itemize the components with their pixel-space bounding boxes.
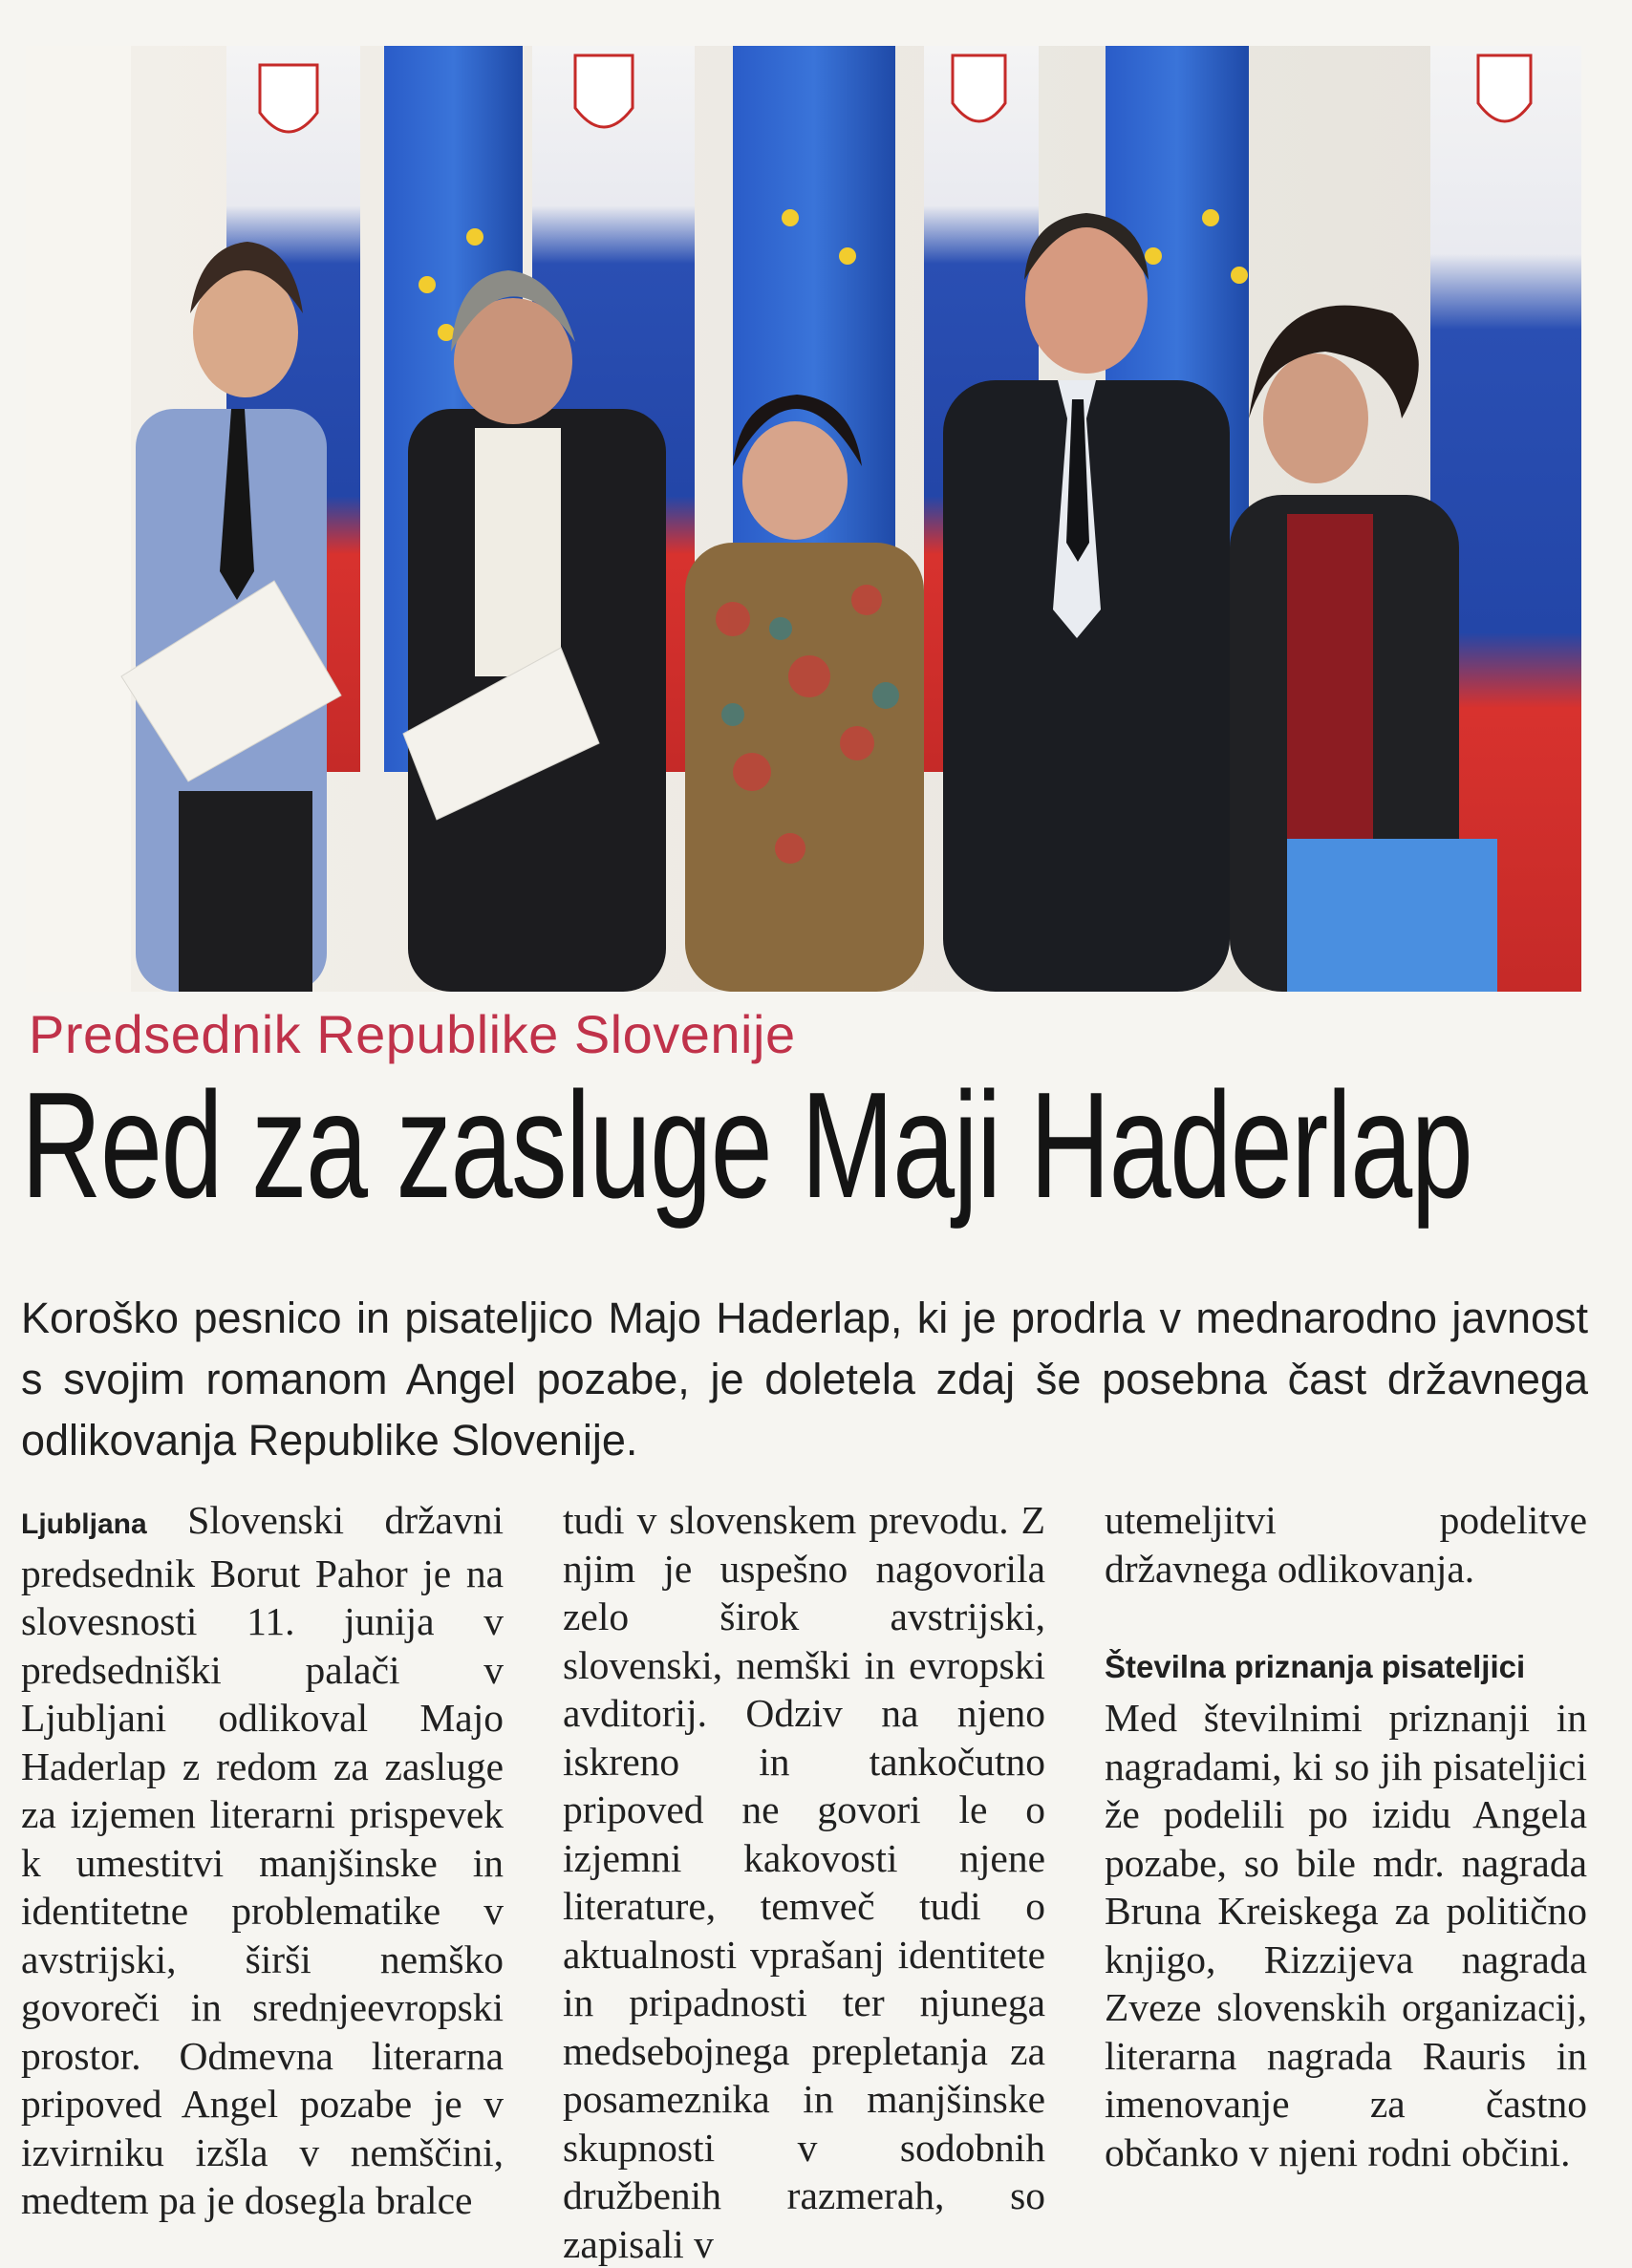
article-column-1 <box>21 1496 504 2251</box>
award-ceremony-photo <box>26 46 1581 992</box>
article-subheading: Številna priznanja pisateljici <box>1105 1649 1526 1684</box>
article-column-2 <box>563 1496 1045 2266</box>
column-1-text: Slovenski državni predsednik Borut Pahor je na slovesnosti 11. junija v predsedniški palači v Ljubljani odlikoval Majo Haderlap z redom za zasluge za izjemen literarni prispevek k umestitvi manjšinske in identitetne problematike v avstrijski, širši nemško govoreči in srednjeevropski prostor. Odmevna literarna pripoved Angel pozabe je v izvirniku izšla v nemščini, medtem pa je dosegla bralce <box>21 1498 504 2222</box>
column-2-text: tudi v slovenskem prevodu. Z njim je uspešno nagovorila zelo širok avstrijski, slovenski, nemški in evropski avditorij. Odziv na njeno iskreno in tankočutno pripoved ne govori le o izjemni kakovosti njene literature, temveč tudi o aktualnosti vprašanj identitete in pripadnosti ter njunega medsebojnega prepletanja za posameznika in manjšinske skupnosti v sodobnih družbenih razmerah, so zapisali v <box>563 1498 1045 2266</box>
article-body <box>21 1496 1588 2266</box>
article-lead: Koroško pesnico in pisateljico Majo Haderlap, ki je prodrla v mednarodno javnost s svojim romanom Angel pozabe, je doletela zdaj še posebna čast državnega odlikovanja Republike Slovenije. <box>21 1294 1588 1465</box>
article-dateline: Ljubljana <box>21 1508 147 1540</box>
column-3-text: utemeljitvi podelitve državnega odlikovanja. <box>1105 1498 1587 1591</box>
article-column-3 <box>1105 1496 1587 2251</box>
column-3-text-continued: Med številnimi priznanji in nagradami, ki so jih pisateljici že podelili po izidu Angela pozabe, so bile mdr. nagrada Bruna Kreiskega za politično knjigo, Rizzijeva nagrada Zveze slovenskih organizacij, literarna nagrada Rauris in imenovanje za častno občanko v njeni rodni občini. <box>1105 1696 1587 2174</box>
article-kicker: Predsednik Republike Slovenije <box>29 1004 796 1064</box>
article-headline: Red za zasluge Maji Haderlap <box>21 1061 1472 1230</box>
